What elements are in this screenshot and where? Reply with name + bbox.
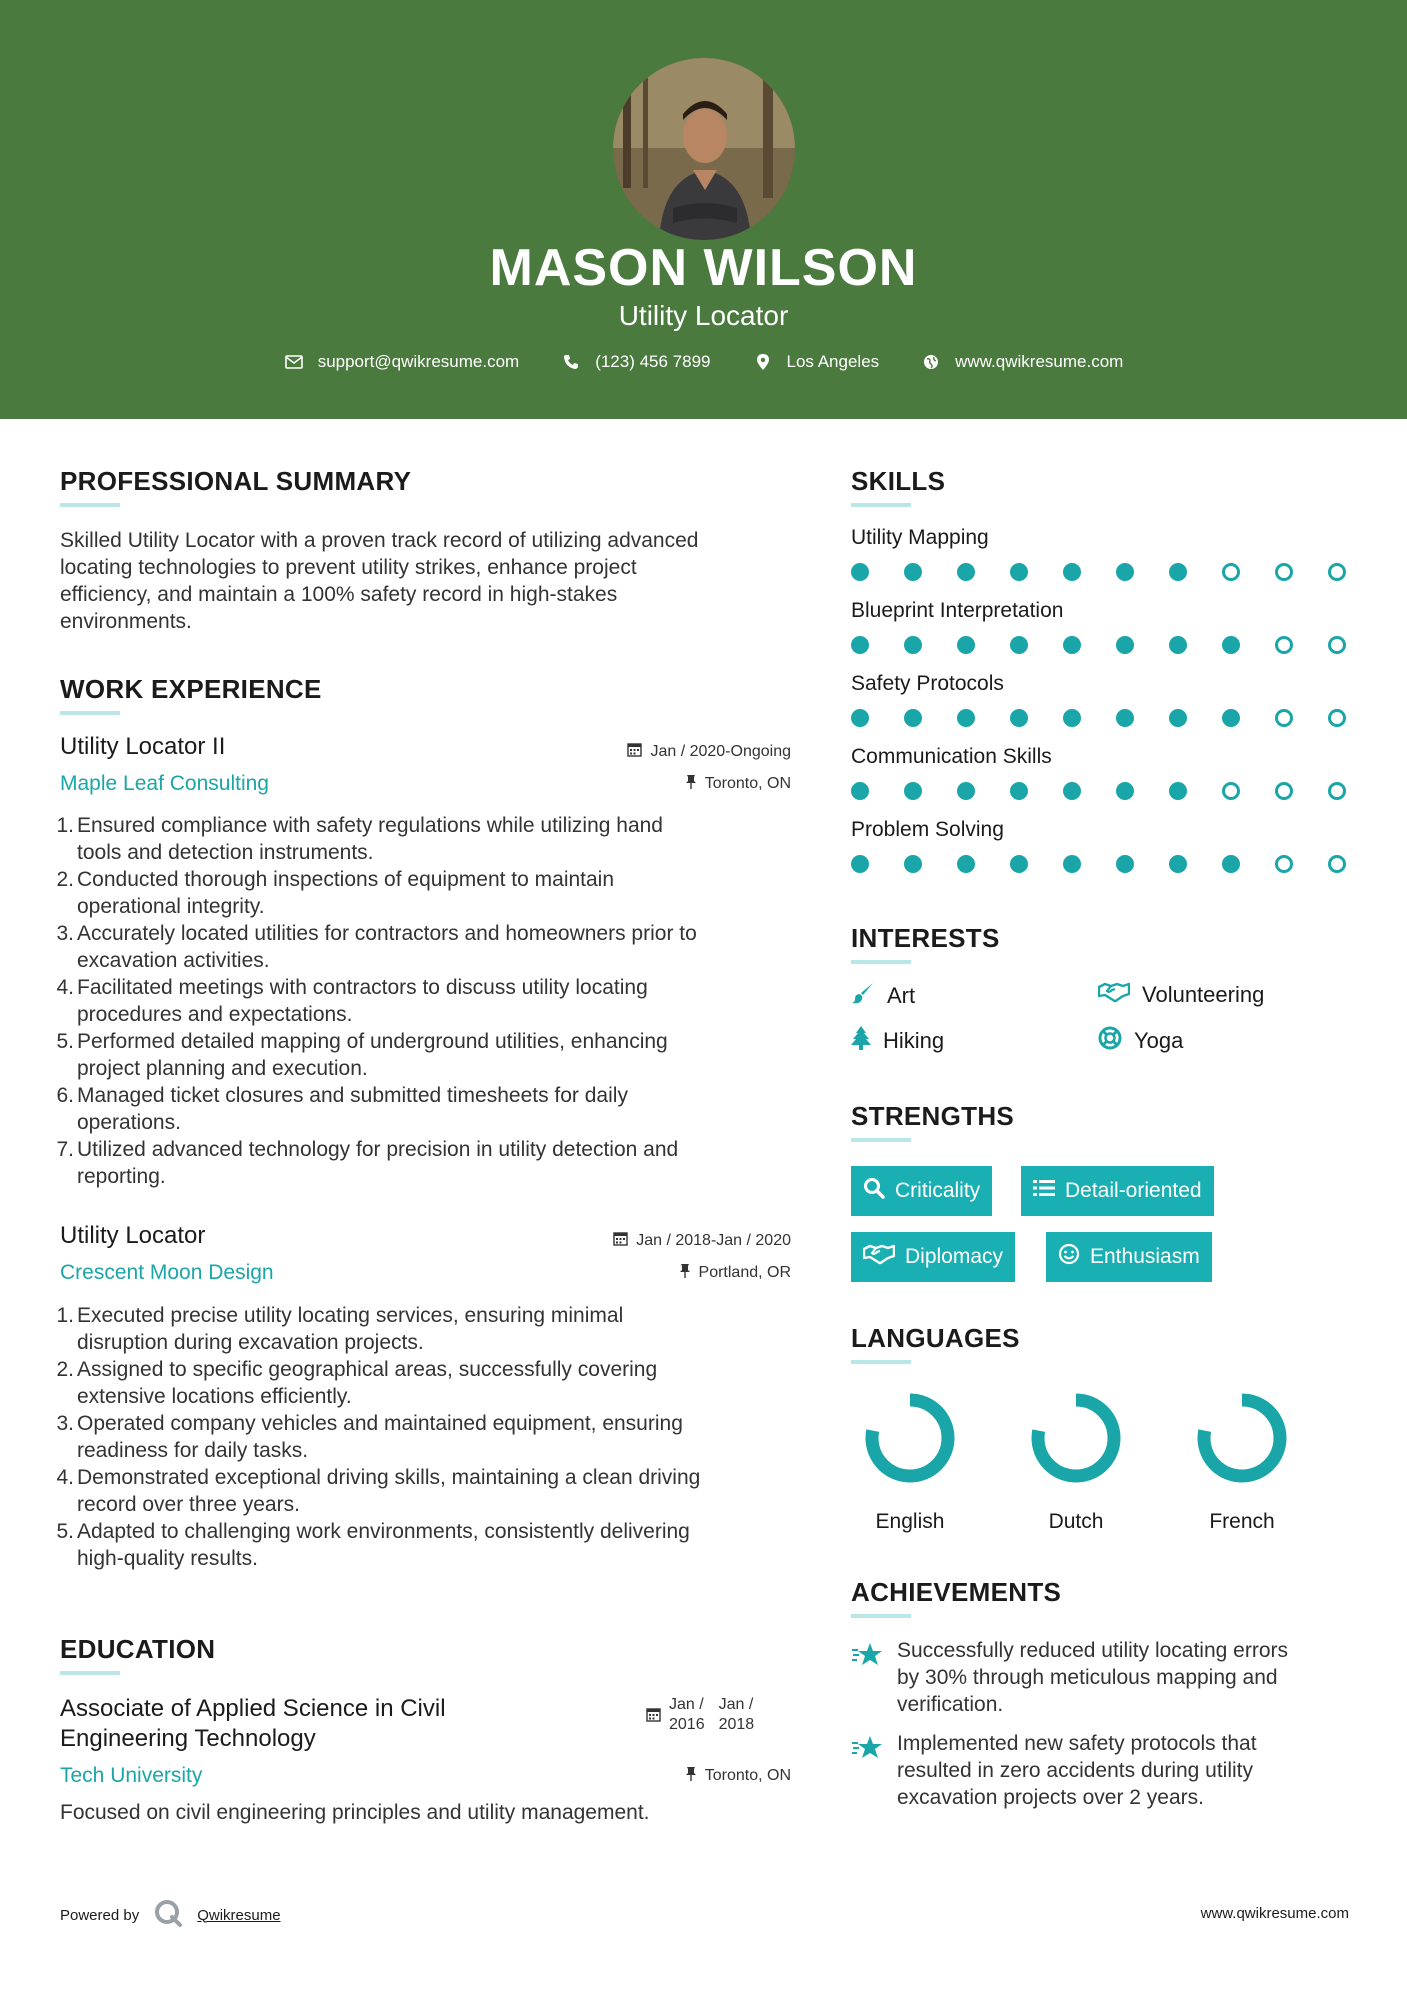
rating-dot: [1169, 709, 1187, 727]
skill-name: Safety Protocols: [851, 672, 1004, 695]
rating-dot: [1275, 563, 1293, 581]
language-arc: [1038, 1400, 1114, 1476]
strength-badge: Enthusiasm: [1046, 1232, 1212, 1282]
rating-dot: [1169, 782, 1187, 800]
bullet-line: disruption during excavation projects.: [77, 1331, 424, 1354]
education-heading: EDUCATION: [60, 1634, 216, 1664]
skills-underline: [851, 503, 911, 507]
rating-dot: [1328, 636, 1346, 654]
search-icon: [863, 1177, 885, 1205]
rating-dot: [957, 855, 975, 873]
rating-dot: [1063, 709, 1081, 727]
rating-dot: [1328, 855, 1346, 873]
bullet-line: excavation activities.: [77, 949, 270, 972]
rating-dot: [1010, 855, 1028, 873]
rating-dot: [904, 782, 922, 800]
skill-name: Communication Skills: [851, 745, 1052, 768]
rating-dot: [904, 709, 922, 727]
rating-dot: [1169, 855, 1187, 873]
rating-dot: [851, 782, 869, 800]
language-label: Dutch: [1048, 1510, 1104, 1533]
rating-dot: [1063, 636, 1081, 654]
language-item: [840, 1388, 980, 1534]
achievement-item: Successfully reduced utility locating errors by 30% through meticulous mapping and verification.: [851, 1637, 1351, 1718]
bullet-line: readiness for daily tasks.: [77, 1439, 309, 1462]
skills-heading: SKILLS: [851, 466, 946, 496]
rating-dot: [1063, 855, 1081, 873]
rating-dot: [1328, 563, 1346, 581]
strength-badge: Criticality: [851, 1166, 992, 1216]
interest-volunteering: Volunteering: [1098, 981, 1264, 1009]
rating-dot: [957, 563, 975, 581]
summary-text: Skilled Utility Locator with a proven track record of utilizing advanced locating technologies to prevent utility strikes, enhance project efficiency, and maintain a 100% safety record in high-stakes environments.: [60, 529, 699, 633]
achievement-item: Implemented new safety protocols that resulted in zero accidents during utility excavation projects over 2 years.: [851, 1730, 1351, 1811]
strength-badge: Detail-oriented: [1021, 1166, 1214, 1216]
avatar: [613, 58, 795, 240]
rating-dot: [1222, 636, 1240, 654]
summary-heading: PROFESSIONAL SUMMARY: [60, 466, 412, 496]
education-degree: Associate of Applied Science in Civil Engineering Technology: [60, 1695, 446, 1752]
bullet-line: 4. Facilitated meetings with contractors to discuss utility locating: [56, 976, 648, 999]
bullet-line: 3. Accurately located utilities for contractors and homeowners prior to: [56, 922, 697, 945]
job-date: Jan / 2018-Jan / 2020: [613, 1231, 791, 1251]
skill-name: Problem Solving: [851, 818, 1004, 841]
education-underline: [60, 1671, 120, 1675]
bullet-line: 1. Ensured compliance with safety regulations while utilizing hand: [56, 814, 663, 837]
bullet-line: project planning and execution.: [77, 1057, 368, 1080]
rating-dot: [1275, 782, 1293, 800]
paintbrush-icon: [851, 981, 875, 1011]
rating-dot: [1063, 782, 1081, 800]
education-location: Toronto, ON: [685, 1766, 791, 1786]
language-item: [1006, 1388, 1146, 1534]
job-bullets: [52, 812, 812, 1190]
education-date: Jan / 2016 Jan / 2018: [646, 1695, 754, 1735]
job-location: Portland, OR: [679, 1263, 791, 1283]
rating-dot: [904, 855, 922, 873]
skill-rating: [851, 782, 1346, 800]
candidate-name: MASON WILSON: [489, 239, 918, 297]
bullet-line: 2. Conducted thorough inspections of equipment to maintain: [56, 868, 615, 891]
bullet-line: 5. Performed detailed mapping of underground utilities, enhancing: [56, 1030, 668, 1053]
contact-email[interactable]: support@qwikresume.com: [317, 352, 520, 371]
interests-heading: INTERESTS: [851, 923, 1000, 953]
education-school: Tech University: [60, 1764, 203, 1787]
skill-name: Blueprint Interpretation: [851, 599, 1064, 622]
rating-dot: [1010, 782, 1028, 800]
calendar-icon: [646, 1695, 661, 1735]
rating-dot: [1222, 709, 1240, 727]
star-badge-icon: [851, 1730, 883, 1811]
rating-dot: [957, 709, 975, 727]
pushpin-icon: [685, 774, 697, 794]
qwikresume-logo-icon: [153, 1898, 183, 1932]
footer-website[interactable]: www.qwikresume.com: [1200, 1905, 1349, 1922]
language-label: English: [875, 1510, 945, 1533]
footer-powered-by: Powered by Qwikresume: [60, 1898, 281, 1932]
rating-dot: [1169, 636, 1187, 654]
job-date: Jan / 2020-Ongoing: [627, 742, 791, 762]
job-location: Toronto, ON: [685, 774, 791, 794]
rating-dot: [1328, 709, 1346, 727]
bullet-line: reporting.: [77, 1165, 166, 1188]
language-label: French: [1209, 1510, 1275, 1533]
bullet-line: procedures and expectations.: [77, 1003, 353, 1026]
language-arc: [872, 1400, 948, 1476]
qwikresume-link[interactable]: Qwikresume: [197, 1906, 281, 1924]
bullet-line: high-quality results.: [77, 1547, 258, 1570]
handshake-icon: [863, 1243, 895, 1271]
rating-dot: [1116, 855, 1134, 873]
bullet-line: operations.: [77, 1111, 181, 1134]
bullet-line: extensive locations efficiently.: [77, 1385, 352, 1408]
rating-dot: [1275, 709, 1293, 727]
bullet-line: 7. Utilized advanced technology for precision in utility detection and: [56, 1138, 679, 1161]
rating-dot: [1010, 563, 1028, 581]
skill-rating: [851, 855, 1346, 873]
skill-name: Utility Mapping: [851, 526, 989, 549]
rating-dot: [957, 636, 975, 654]
bullet-line: 3. Operated company vehicles and maintained equipment, ensuring: [56, 1412, 683, 1435]
rating-dot: [1010, 709, 1028, 727]
bullet-line: 5. Adapted to challenging work environments, consistently delivering: [56, 1520, 690, 1543]
rating-dot: [1116, 782, 1134, 800]
language-item: [1172, 1388, 1312, 1534]
rating-dot: [1010, 636, 1028, 654]
rating-dot: [851, 709, 869, 727]
job-title: Utility Locator II: [60, 733, 226, 760]
job-company: Crescent Moon Design: [60, 1261, 274, 1284]
experience-underline: [60, 711, 120, 715]
rating-dot: [1275, 636, 1293, 654]
bullet-line: 2. Assigned to specific geographical areas, successfully covering: [56, 1358, 658, 1381]
rating-dot: [851, 636, 869, 654]
job-bullets: [52, 1302, 812, 1572]
bullet-line: operational integrity.: [77, 895, 265, 918]
contact-phone[interactable]: (123) 456 7899: [595, 352, 711, 371]
header-banner: [0, 0, 1407, 419]
lifebuoy-icon: [1098, 1026, 1122, 1056]
summary-underline: [60, 503, 120, 507]
interest-yoga: Yoga: [1098, 1026, 1183, 1056]
language-proficiency-ring: [1026, 1388, 1126, 1488]
bullet-line: 1. Executed precise utility locating services, ensuring minimal: [56, 1304, 624, 1327]
list-icon: [1033, 1179, 1055, 1203]
bullet-line: record over three years.: [77, 1493, 300, 1516]
rating-dot: [1169, 563, 1187, 581]
interest-hiking: Hiking: [851, 1026, 944, 1056]
rating-dot: [1222, 782, 1240, 800]
pushpin-icon: [679, 1263, 691, 1283]
skill-rating: [851, 709, 1346, 727]
job-company: Maple Leaf Consulting: [60, 772, 269, 795]
bullet-line: tools and detection instruments.: [77, 841, 374, 864]
rating-dot: [957, 782, 975, 800]
calendar-icon: [627, 742, 642, 762]
rating-dot: [1222, 563, 1240, 581]
language-proficiency-ring: [1192, 1388, 1292, 1488]
rating-dot: [1063, 563, 1081, 581]
pushpin-icon: [685, 1766, 697, 1786]
tree-icon: [851, 1026, 871, 1056]
candidate-role: Utility Locator: [618, 300, 789, 331]
experience-heading: WORK EXPERIENCE: [60, 674, 322, 704]
rating-dot: [1222, 855, 1240, 873]
skill-rating: [851, 636, 1346, 654]
calendar-icon: [613, 1231, 628, 1251]
bullet-line: 6. Managed ticket closures and submitted timesheets for daily: [56, 1084, 628, 1107]
interest-art: Art: [851, 981, 915, 1011]
envelope-icon: [284, 352, 304, 372]
rating-dot: [904, 563, 922, 581]
strengths-underline: [851, 1138, 911, 1142]
achievements-heading: ACHIEVEMENTS: [851, 1577, 1062, 1607]
map-pin-icon: [753, 352, 773, 372]
rating-dot: [904, 636, 922, 654]
job-title: Utility Locator: [60, 1222, 206, 1249]
rating-dot: [1116, 563, 1134, 581]
strength-badge: Diplomacy: [851, 1232, 1015, 1282]
rating-dot: [1116, 709, 1134, 727]
language-arc: [1204, 1400, 1280, 1476]
languages-underline: [851, 1360, 911, 1364]
rating-dot: [1116, 636, 1134, 654]
rating-dot: [851, 855, 869, 873]
language-proficiency-ring: [860, 1388, 960, 1488]
contact-bar: [0, 352, 1407, 372]
strengths-heading: STRENGTHS: [851, 1101, 1015, 1131]
smile-icon: [1058, 1243, 1080, 1271]
handshake-icon: [1098, 981, 1130, 1009]
bullet-line: 4. Demonstrated exceptional driving skills, maintaining a clean driving: [56, 1466, 701, 1489]
rating-dot: [851, 563, 869, 581]
globe-icon: [921, 352, 941, 372]
rating-dot: [1275, 855, 1293, 873]
contact-location: Los Angeles: [786, 352, 880, 371]
education-description: Focused on civil engineering principles and utility management.: [60, 1801, 650, 1824]
star-badge-icon: [851, 1637, 883, 1718]
interests-underline: [851, 960, 911, 964]
skill-rating: [851, 563, 1346, 581]
phone-icon: [561, 352, 581, 372]
rating-dot: [1328, 782, 1346, 800]
languages-heading: LANGUAGES: [851, 1323, 1020, 1353]
achievements-underline: [851, 1614, 911, 1618]
contact-website[interactable]: www.qwikresume.com: [955, 352, 1124, 371]
